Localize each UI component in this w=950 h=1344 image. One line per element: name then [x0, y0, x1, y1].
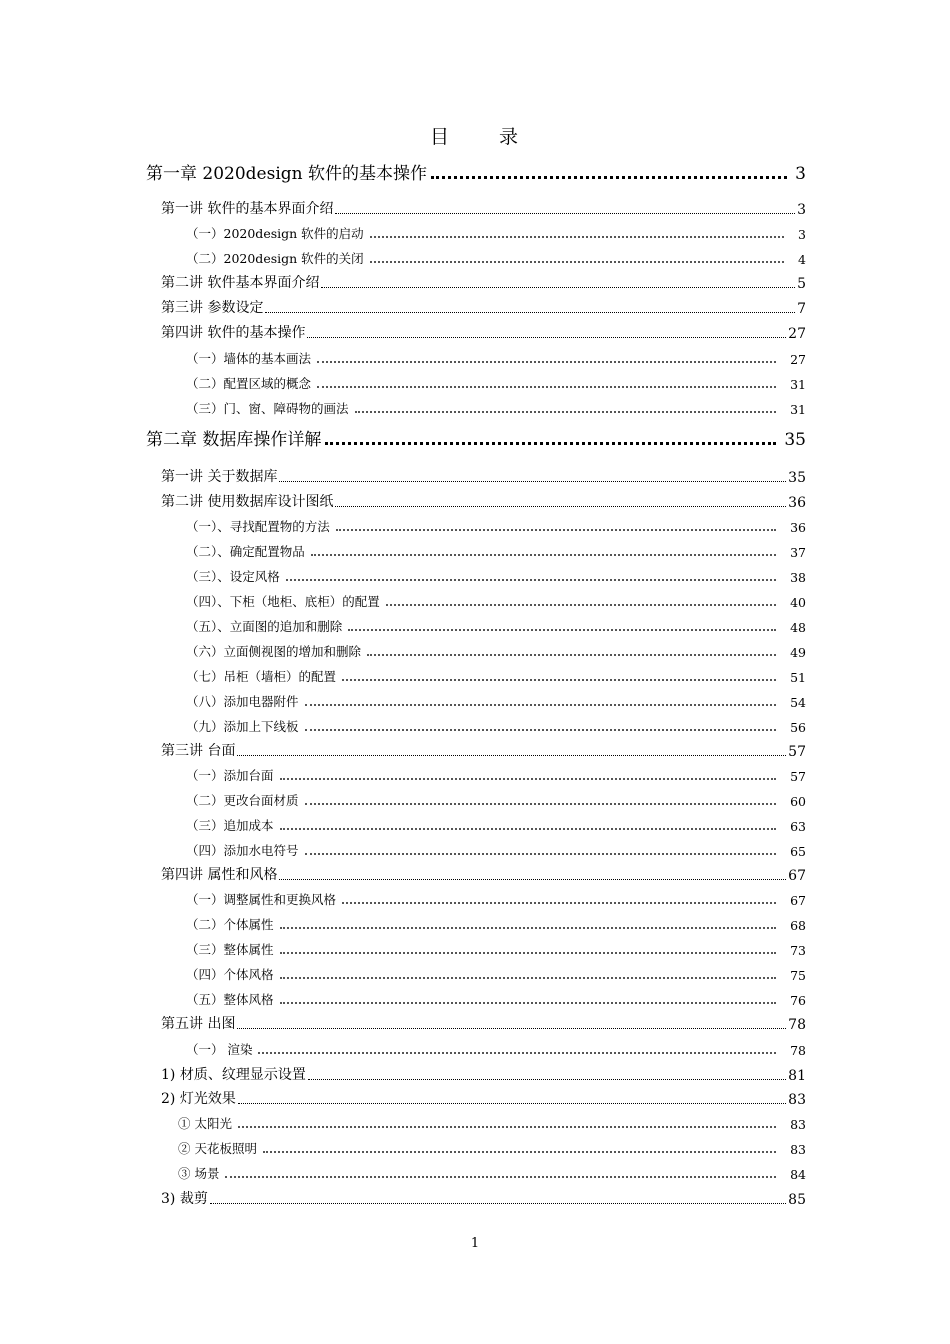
toc-entry[interactable] — [186, 374, 806, 392]
toc-entry[interactable] — [161, 273, 806, 292]
toc-entry-page: 3 — [798, 227, 806, 242]
toc-leader-dots — [321, 287, 795, 288]
toc-entry-page: 83 — [790, 1117, 806, 1132]
toc-entry[interactable] — [161, 865, 806, 884]
toc-entry-label: （三）门、窗、障碍物的画法 — [186, 401, 349, 416]
toc-entry-page: 73 — [790, 943, 806, 958]
toc-entry-page: 81 — [788, 1068, 806, 1084]
toc-entry-label: 第三讲 台面 — [161, 743, 236, 759]
toc-leader-dots — [325, 442, 776, 445]
toc-leader-dots — [305, 803, 777, 805]
toc-entry-page: 27 — [790, 352, 806, 367]
toc-leader-dots — [305, 704, 777, 706]
toc-entry[interactable] — [161, 467, 806, 486]
toc-title-char-1: 目 — [429, 126, 451, 148]
toc-leader-dots — [265, 312, 795, 313]
toc-entry[interactable] — [161, 1089, 806, 1108]
toc-leader-dots — [348, 629, 776, 631]
toc-leader-dots — [305, 853, 777, 855]
toc-entry-page: 5 — [797, 276, 806, 292]
toc-entry[interactable] — [186, 890, 806, 908]
toc-entry-label: （五）整体风格 — [186, 992, 274, 1007]
toc-leader-dots — [238, 1126, 776, 1128]
toc-leader-dots — [342, 902, 776, 904]
toc-entry-label: （三）追加成本 — [186, 818, 274, 833]
toc-leader-dots — [317, 361, 776, 363]
toc-leader-dots — [237, 1028, 786, 1029]
toc-entry-page: 3 — [795, 164, 806, 184]
toc-leader-dots — [258, 1052, 776, 1054]
toc-leader-dots — [307, 337, 786, 338]
toc-entry-page: 85 — [788, 1192, 806, 1208]
toc-entry[interactable] — [161, 492, 806, 511]
toc-entry-page: 31 — [790, 377, 806, 392]
toc-entry-label: （七）吊柜（墙柜）的配置 — [186, 669, 337, 684]
toc-entry-page: 83 — [788, 1092, 806, 1108]
toc-title-char-2: 录 — [499, 126, 521, 148]
toc-leader-dots — [311, 554, 776, 556]
toc-entry[interactable] — [186, 915, 806, 933]
toc-entry-label: （一）、寻找配置物的方法 — [186, 519, 330, 534]
toc-entry[interactable] — [161, 1014, 806, 1033]
toc-entry-page: 38 — [790, 570, 806, 585]
toc-entry-label: （四）添加水电符号 — [186, 843, 299, 858]
toc-leader-dots — [335, 213, 795, 214]
toc-leader-dots — [237, 755, 786, 756]
toc-leader-dots — [279, 879, 786, 880]
toc-entry-label: ① 太阳光 — [178, 1116, 232, 1131]
toc-leader-dots — [238, 1103, 786, 1104]
toc-entry[interactable] — [161, 199, 806, 218]
toc-leader-dots — [263, 1151, 776, 1153]
toc-entry-page: 78 — [788, 1017, 806, 1033]
toc-entry-page: 84 — [790, 1167, 806, 1182]
toc-entry-page: 48 — [790, 620, 806, 635]
toc-entry-label: （三）整体属性 — [186, 942, 274, 957]
toc-entry[interactable] — [186, 1040, 806, 1058]
toc-entry[interactable] — [186, 399, 806, 417]
toc-entry[interactable] — [186, 717, 806, 735]
toc-entry-page: 37 — [790, 545, 806, 560]
toc-entry-page: 7 — [797, 301, 806, 317]
toc-entry-label: （四）、下柜（地柜、底柜）的配置 — [186, 594, 380, 609]
toc-entry-page: 35 — [784, 430, 806, 450]
toc-leader-dots — [336, 529, 776, 531]
toc-entry-label: （二）、确定配置物品 — [186, 544, 305, 559]
toc-entry[interactable] — [146, 426, 806, 450]
toc-entry[interactable] — [186, 517, 806, 535]
toc-leader-dots — [342, 679, 776, 681]
toc-entry-label: 第二章 数据库操作详解 — [146, 430, 322, 450]
toc-leader-dots — [279, 481, 786, 482]
toc-entry-label: 1) 材质、纹理显示设置 — [161, 1067, 306, 1083]
toc-entry[interactable] — [186, 766, 806, 784]
toc-entry-page: 31 — [790, 402, 806, 417]
toc-entry[interactable] — [186, 965, 806, 983]
toc-entry[interactable] — [186, 567, 806, 585]
toc-entry[interactable] — [186, 617, 806, 635]
toc-entry-page: 36 — [790, 520, 806, 535]
toc-entry-page: 57 — [788, 744, 806, 760]
toc-entry-label: 第五讲 出图 — [161, 1016, 236, 1032]
toc-entry-label: （一） 渲染 — [186, 1042, 253, 1057]
toc-entry-label: （一）添加台面 — [186, 768, 274, 783]
toc-entry-label: （一）墙体的基本画法 — [186, 351, 312, 366]
toc-entry-page: 35 — [788, 470, 806, 486]
toc-entry[interactable] — [161, 741, 806, 760]
toc-leader-dots — [431, 176, 787, 179]
toc-entry-page: 40 — [790, 595, 806, 610]
toc-leader-dots — [280, 1002, 777, 1004]
toc-entry-label: 第四讲 软件的基本操作 — [161, 325, 306, 341]
toc-entry[interactable] — [161, 323, 806, 342]
toc-entry-page: 63 — [790, 819, 806, 834]
toc-entry[interactable] — [186, 642, 806, 660]
toc-leader-dots — [280, 977, 777, 979]
toc-entry-label: 第四讲 属性和风格 — [161, 867, 278, 883]
toc-entry-label: 第一讲 软件的基本界面介绍 — [161, 201, 334, 217]
toc-entry-page: 4 — [798, 252, 806, 267]
toc-entry-page: 27 — [788, 326, 806, 342]
toc-entry-page: 65 — [790, 844, 806, 859]
toc-entry-label: （九）添加上下线板 — [186, 719, 299, 734]
toc-entry-label: ③ 场景 — [178, 1166, 220, 1181]
toc-leader-dots — [317, 386, 776, 388]
toc-leader-dots — [286, 579, 776, 581]
toc-leader-dots — [280, 952, 777, 954]
toc-entry[interactable] — [186, 542, 806, 560]
toc-entry[interactable] — [186, 667, 806, 685]
toc-entry-label: （二）更改台面材质 — [186, 793, 299, 808]
toc-leader-dots — [386, 604, 776, 606]
toc-entry-page: 36 — [788, 495, 806, 511]
toc-entry-page: 75 — [790, 968, 806, 983]
toc-entry-label: 第二讲 使用数据库设计图纸 — [161, 494, 334, 510]
toc-entry[interactable] — [186, 816, 806, 834]
toc-leader-dots — [370, 261, 784, 263]
toc-entry[interactable] — [186, 940, 806, 958]
toc-entry-page: 83 — [790, 1142, 806, 1157]
toc-leader-dots — [225, 1176, 776, 1178]
toc-entry[interactable] — [186, 592, 806, 610]
toc-entry-label: 第一章 2020design 软件的基本操作 — [146, 164, 428, 184]
toc-entry[interactable] — [186, 791, 806, 809]
toc-entry-label: 第一讲 关于数据库 — [161, 469, 278, 485]
toc-entry-page: 57 — [790, 769, 806, 784]
toc-entry-page: 78 — [790, 1043, 806, 1058]
toc-entry[interactable] — [146, 160, 806, 184]
toc-entry[interactable] — [178, 1114, 806, 1132]
toc-entry-label: （四）个体风格 — [186, 967, 274, 982]
page-number: 1 — [470, 1236, 480, 1251]
toc-entry-page: 68 — [790, 918, 806, 933]
toc-leader-dots — [308, 1079, 786, 1080]
toc-entry-label: （二）2020design 软件的关闭 — [186, 251, 364, 266]
toc-entry-label: 第三讲 参数设定 — [161, 300, 264, 316]
toc-entry-page: 54 — [790, 695, 806, 710]
toc-entry-label: 3) 裁剪 — [161, 1191, 208, 1207]
toc-entry-page: 67 — [788, 868, 806, 884]
toc-entry-page: 3 — [797, 202, 806, 218]
toc-entry[interactable] — [161, 298, 806, 317]
toc-entry[interactable] — [161, 1189, 806, 1208]
toc-entry[interactable] — [186, 841, 806, 859]
toc-entry-page: 51 — [790, 670, 806, 685]
toc-entry-label: 2) 灯光效果 — [161, 1091, 236, 1107]
toc-entry-label: ② 天花板照明 — [178, 1141, 257, 1156]
toc-entry[interactable] — [186, 990, 806, 1008]
toc-entry-label: 第二讲 软件基本界面介绍 — [161, 275, 320, 291]
toc-leader-dots — [210, 1203, 786, 1204]
toc-leader-dots — [367, 654, 776, 656]
toc-entry-label: （一）调整属性和更换风格 — [186, 892, 337, 907]
toc-leader-dots — [370, 236, 784, 238]
toc-entry[interactable] — [186, 692, 806, 710]
toc-entry-label: （一）2020design 软件的启动 — [186, 226, 364, 241]
toc-entry-page: 56 — [790, 720, 806, 735]
toc-entry-page: 76 — [790, 993, 806, 1008]
toc-entry[interactable] — [186, 224, 806, 242]
toc-leader-dots — [280, 828, 777, 830]
toc-title — [0, 122, 950, 149]
toc-entry-label: （五）、立面图的追加和删除 — [186, 619, 343, 634]
toc-entry-page: 67 — [790, 893, 806, 908]
toc-entry-page: 49 — [790, 645, 806, 660]
toc-entry[interactable] — [178, 1139, 806, 1157]
toc-entry-label: （六）立面侧视图的增加和删除 — [186, 644, 362, 659]
toc-entry[interactable] — [186, 249, 806, 267]
toc-entry[interactable] — [161, 1065, 806, 1084]
toc-entry[interactable] — [178, 1164, 806, 1182]
toc-entry-label: （八）添加电器附件 — [186, 694, 299, 709]
toc-leader-dots — [305, 729, 777, 731]
toc-entry-label: （二）配置区域的概念 — [186, 376, 312, 391]
toc-leader-dots — [280, 927, 777, 929]
toc-entry[interactable] — [186, 349, 806, 367]
toc-leader-dots — [355, 411, 777, 413]
toc-entry-page: 60 — [790, 794, 806, 809]
toc-entry-label: （二）个体属性 — [186, 917, 274, 932]
toc-leader-dots — [280, 778, 777, 780]
toc-entry-label: （三）、设定风格 — [186, 569, 280, 584]
toc-leader-dots — [335, 506, 786, 507]
